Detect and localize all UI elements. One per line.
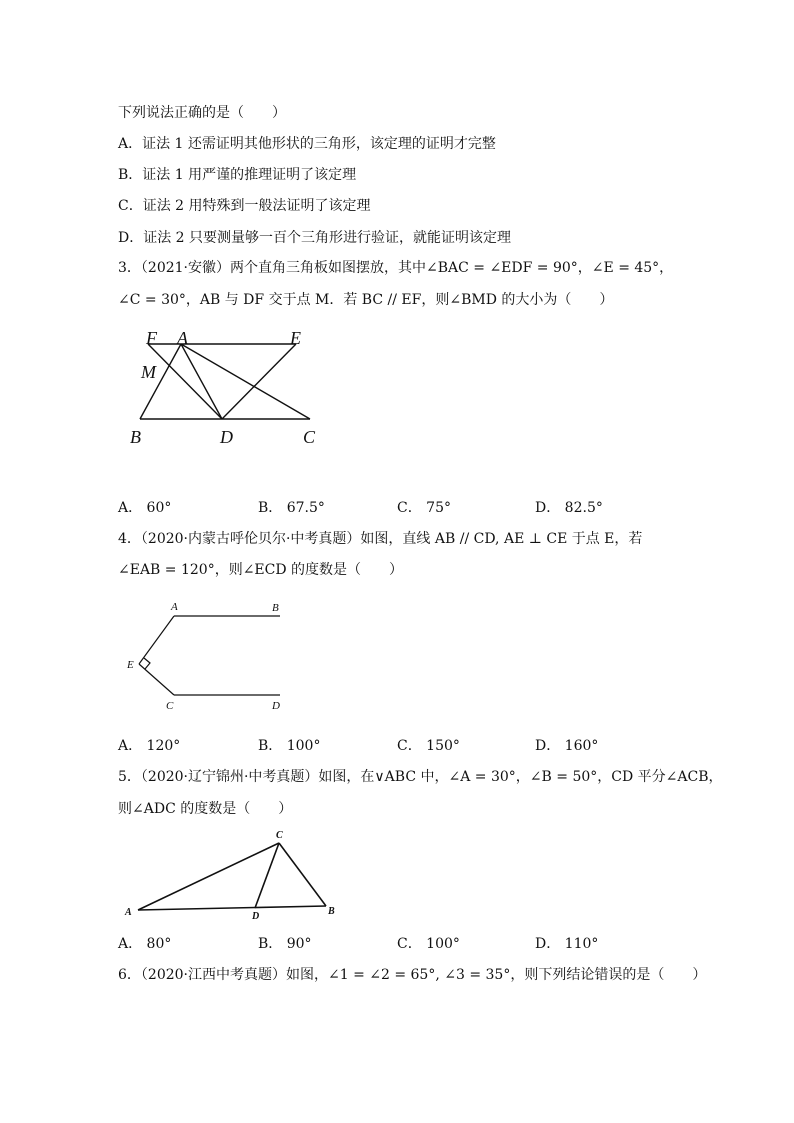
q5-figure [118,826,348,926]
q2-stem: 下列说法正确的是（ ） [118,105,286,121]
q2-option-d: D．证法 2 只要测量够一百个三角形进行验证，就能证明该定理 [118,230,512,246]
q5-option-a: A． 80° [118,936,172,952]
q3-line-AC [181,344,310,419]
q3-stem-line1: 3．（2021·安徽）两个直角三角板如图摆放，其中∠BAC = ∠EDF = 90°，∠E = 45°， [118,260,674,276]
q2-option-b: B．证法 1 用严谨的推理证明了该定理 [118,167,357,183]
q4-line-EC [139,664,174,695]
q4-figure [120,596,300,716]
q5-line-CB [279,843,326,906]
q3-line-FD [148,344,222,419]
q3-option-b: B． 67.5° [258,500,325,516]
q5-stem-line2: 则∠ADC 的度数是（ ） [118,801,293,817]
q3-option-a: A． 60° [118,500,172,516]
q2-option-a: A．证法 1 还需证明其他形状的三角形，该定理的证明才完整 [118,136,496,152]
q5-line-AB [138,906,326,910]
q5-label-B: B [328,906,335,917]
q4-label-C: C [166,700,174,712]
q2-option-c: C．证法 2 用特殊到一般法证明了该定理 [118,198,371,214]
q5-option-b: B． 90° [258,936,312,952]
q3-label-D: D [220,427,233,447]
q4-label-E: E [127,659,134,671]
q3-label-A: A [177,328,188,348]
q4-label-A: A [171,601,178,613]
q3-label-C: C [303,427,316,447]
q4-option-c: C． 150° [397,738,460,754]
q4-option-a: A． 120° [118,738,181,754]
q4-label-B: B [272,602,279,614]
q4-option-b: B． 100° [258,738,321,754]
q5-label-C: C [276,830,283,841]
q4-label-D: D [272,700,280,712]
q5-stem-line1: 5．（2020·辽宁锦州·中考真题）如图，在∨ABC 中，∠A = 30°，∠B = 50°，CD 平分∠ACB， [118,769,723,785]
q3-stem-line2: ∠C = 30°，AB 与 DF 交于点 M．若 BC // EF，则∠BMD 的大小为（ ） [118,292,614,308]
q3-option-c: C． 75° [397,500,451,516]
q3-label-E: E [290,328,301,348]
q3-option-d: D． 82.5° [535,500,603,516]
q4-stem-line1: 4．（2020·内蒙古呼伦贝尔·中考真题）如图，直线 AB // CD, AE ⊥ CE 于点 E，若 [118,531,643,547]
q4-stem-line2: ∠EAB = 120°，则∠ECD 的度数是（ ） [118,562,404,578]
q4-right-angle-mark [144,658,150,669]
q5-label-D: D [252,911,260,922]
q3-line-DE [222,344,296,419]
q4-option-d: D． 160° [535,738,599,754]
q6-stem-line1: 6．（2020·江西中考真题）如图，∠1 = ∠2 = 65°, ∠3 = 35°，则下列结论错误的是（ ） [118,967,707,983]
q5-option-d: D． 110° [535,936,599,952]
q5-label-A: A [125,907,132,918]
q5-option-c: C． 100° [397,936,460,952]
q3-label-F: F [146,328,157,348]
q3-label-B: B [130,427,141,447]
q3-figure [120,322,330,452]
q4-line-AE [139,616,174,664]
q3-label-M: M [141,362,156,382]
